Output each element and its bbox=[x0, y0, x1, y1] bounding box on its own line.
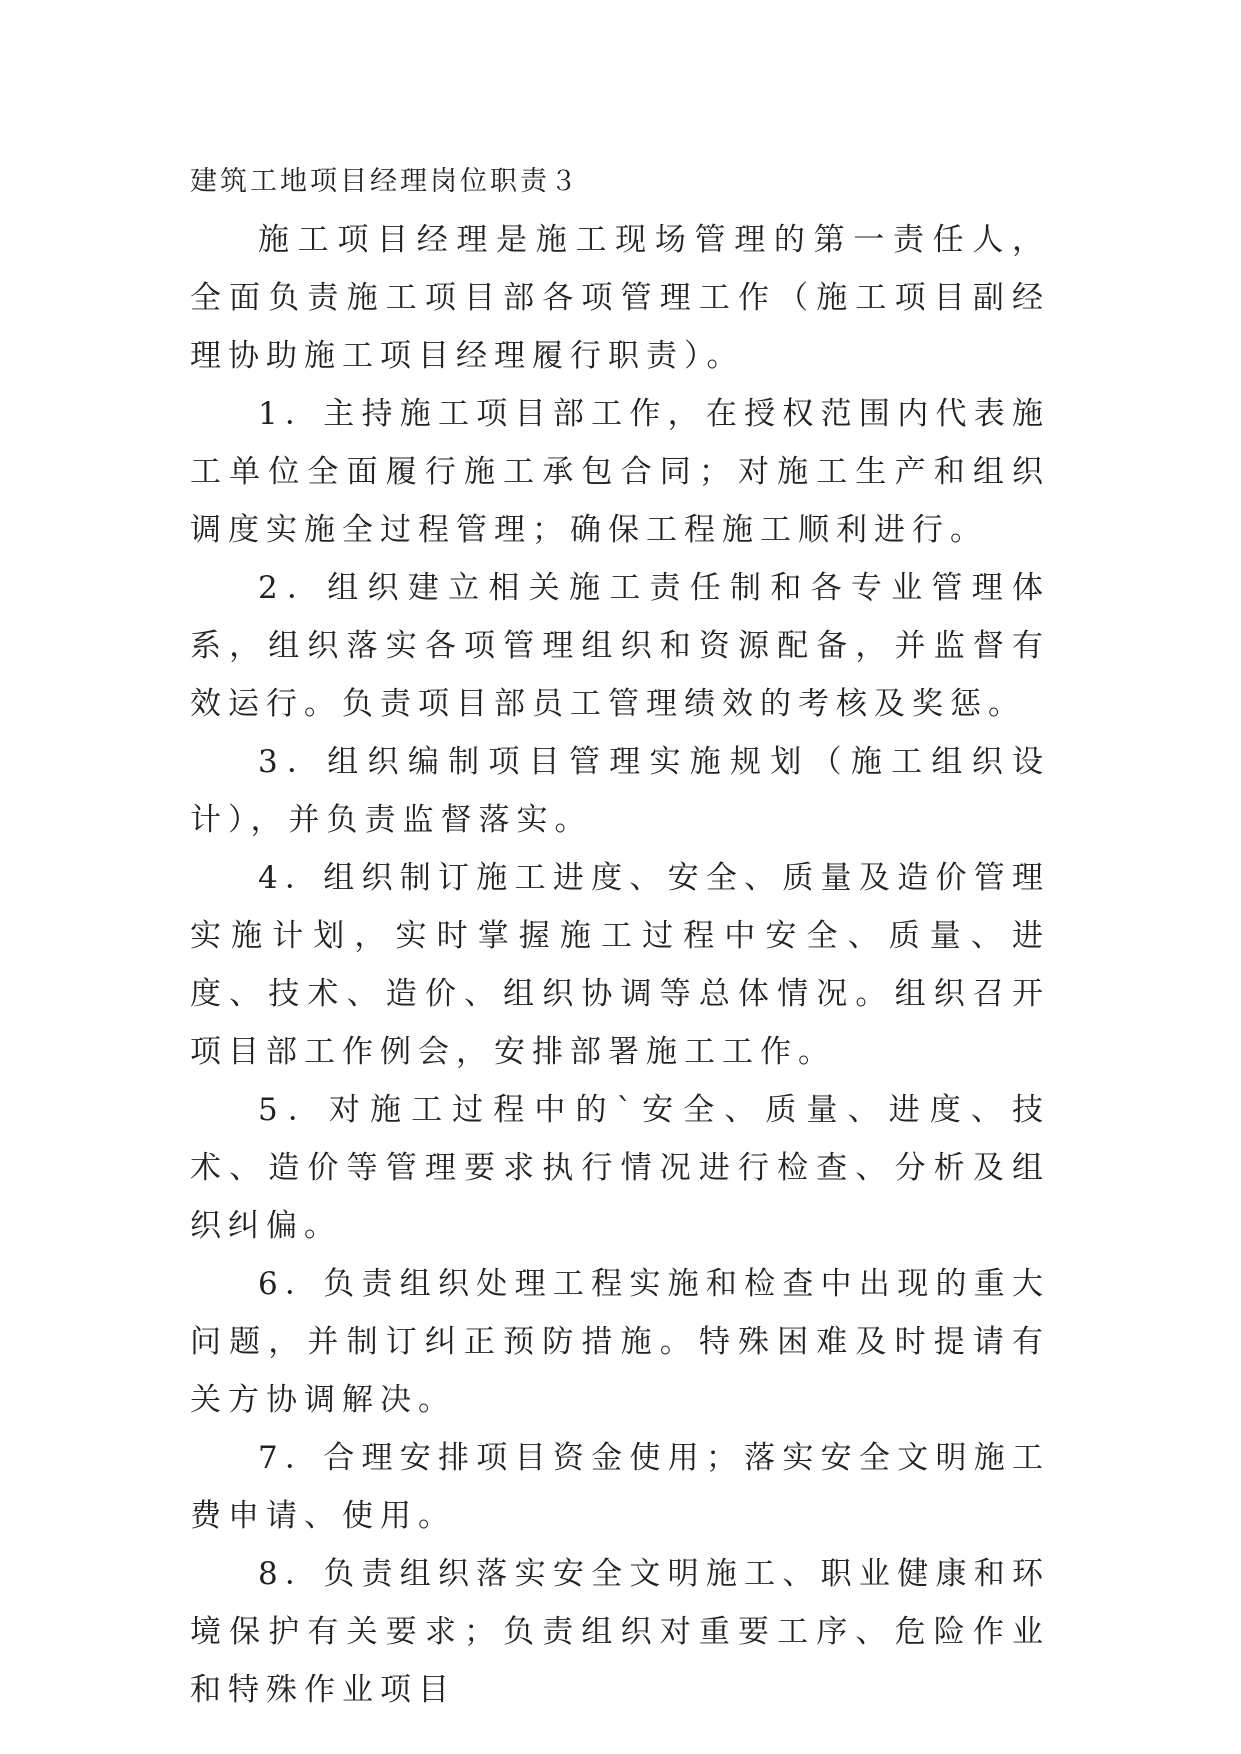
paragraph-item-7: 7．合理安排项目资金使用；落实安全文明施工费申请、使用。 bbox=[190, 1440, 1050, 1534]
paragraph-item-8: 8．负责组织落实安全文明施工、职业健康和环境保护有关要求；负责组织对重要工序、危险作业和特殊作业项目 bbox=[190, 1556, 1050, 1708]
paragraph-item-4: 4．组织制订施工进度、安全、质量及造价管理实施计划，实时掌握施工过程中安全、质量、进度、技术、造价、组织协调等总体情况。组织召开项目部工作例会，安排部署施工工作。 bbox=[190, 860, 1050, 1070]
document-body bbox=[190, 160, 1050, 1719]
paragraph-item-1: 1．主持施工项目部工作，在授权范围内代表施工单位全面履行施工承包合同；对施工生产和组织调度实施全过程管理；确保工程施工顺利进行。 bbox=[190, 396, 1050, 548]
paragraph-item-5: 5．对施工过程中的`安全、质量、进度、技术、造价等管理要求执行情况进行检查、分析及组织纠偏。 bbox=[190, 1092, 1050, 1244]
paragraph-item-6: 6．负责组织处理工程实施和检查中出现的重大问题，并制订纠正预防措施。特殊困难及时提请有关方协调解决。 bbox=[190, 1266, 1050, 1418]
document-title: 建筑工地项目经理岗位职责３ bbox=[190, 166, 580, 197]
paragraph-intro: 施工项目经理是施工现场管理的第一责任人，全面负责施工项目部各项管理工作（施工项目副经理协助施工项目经理履行职责）。 bbox=[190, 222, 1050, 374]
paragraph-item-2: 2．组织建立相关施工责任制和各专业管理体系，组织落实各项管理组织和资源配备，并监督有效运行。负责项目部员工管理绩效的考核及奖惩。 bbox=[190, 570, 1050, 722]
paragraph-item-3: 3．组织编制项目管理实施规划（施工组织设计），并负责监督落实。 bbox=[190, 744, 1050, 838]
